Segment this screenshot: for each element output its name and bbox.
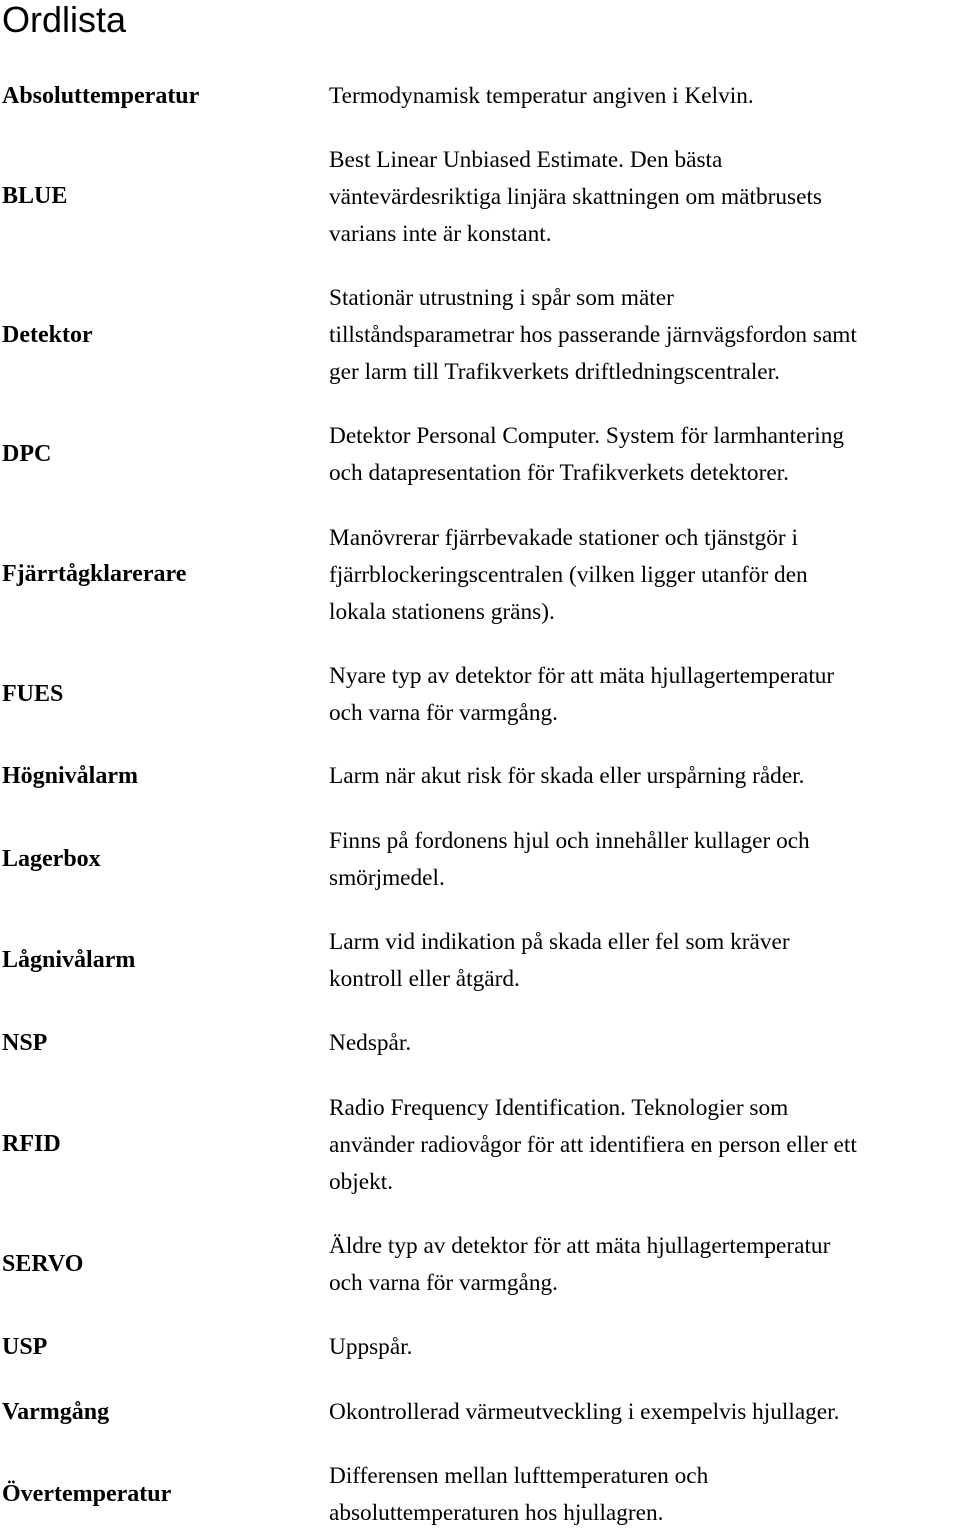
glossary-term: BLUE: [2, 183, 68, 209]
glossary-definition: [329, 1228, 959, 1302]
definition-line: Differensen mellan lufttemperaturen och: [329, 1463, 709, 1489]
definition-line: kontroll eller åtgärd.: [329, 965, 520, 992]
definition-line: Okontrollerad värmeutveckling i exempelvis hjullager.: [329, 1399, 840, 1425]
glossary-term: DPC: [2, 441, 52, 467]
glossary-term: FUES: [2, 681, 64, 707]
definition-line: Detektor Personal Computer. System för larmhantering: [329, 423, 845, 449]
glossary-term: RFID: [2, 1131, 61, 1157]
glossary-term: USP: [2, 1334, 48, 1360]
definition-line: Finns på fordonens hjul och innehåller kullager och: [329, 828, 810, 854]
definition-line: väntevärdesriktiga linjära skattningen om mätbrusets: [329, 183, 822, 210]
glossary-term: NSP: [2, 1030, 48, 1056]
definition-line: absoluttemperaturen hos hjullagren.: [329, 1499, 664, 1526]
glossary-term: Övertemperatur: [2, 1481, 172, 1507]
glossary-definition: [329, 418, 959, 492]
definition-line: Nedspår.: [329, 1030, 412, 1056]
glossary-definition: [329, 280, 959, 390]
glossary-definition: [329, 924, 959, 998]
glossary-term: Lagerbox: [2, 846, 101, 872]
definition-line: Best Linear Unbiased Estimate. Den bästa: [329, 147, 723, 173]
definition-line: och varna för varmgång.: [329, 699, 558, 726]
definition-line: lokala stationens gräns).: [329, 598, 555, 625]
definition-line: smörjmedel.: [329, 864, 445, 891]
glossary-term: Högnivålarm: [2, 763, 138, 789]
definition-line: använder radiovågor för att identifiera en person eller ett: [329, 1131, 857, 1158]
definition-line: ger larm till Trafikverkets driftledningscentraler.: [329, 358, 780, 385]
glossary-term: Absoluttemperatur: [2, 83, 200, 109]
glossary-definition: [329, 1025, 959, 1062]
glossary-term: Varmgång: [2, 1399, 110, 1425]
definition-line: Termodynamisk temperatur angiven i Kelvin.: [329, 83, 754, 109]
glossary-definition: [329, 520, 959, 630]
definition-line: och varna för varmgång.: [329, 1269, 558, 1296]
definition-line: tillståndsparametrar hos passerande järnvägsfordon samt: [329, 321, 857, 348]
definition-line: fjärrblockeringscentralen (vilken ligger utanför den: [329, 561, 808, 588]
definition-line: Manövrerar fjärrbevakade stationer och tjänstgör i: [329, 525, 798, 551]
glossary-definition: [329, 658, 959, 732]
definition-line: objekt.: [329, 1168, 394, 1195]
glossary-definition: [329, 823, 959, 897]
definition-line: Radio Frequency Identification. Teknologier som: [329, 1095, 789, 1121]
glossary-definition: [329, 1329, 959, 1366]
definition-line: Stationär utrustning i spår som mäter: [329, 285, 674, 311]
glossary-definition: [329, 78, 959, 115]
glossary-definition: [329, 1394, 959, 1431]
glossary-term: Detektor: [2, 322, 93, 348]
definition-line: och datapresentation för Trafikverkets detektorer.: [329, 459, 789, 486]
definition-line: Nyare typ av detektor för att mäta hjullagertemperatur: [329, 663, 835, 689]
glossary-definition: [329, 1458, 959, 1532]
definition-line: Larm när akut risk för skada eller urspårning råder.: [329, 763, 805, 789]
glossary-definition: [329, 1090, 959, 1200]
definition-line: Äldre typ av detektor för att mäta hjullagertemperatur: [329, 1233, 831, 1259]
glossary-term: Fjärrtågklarerare: [2, 561, 187, 587]
definition-line: varians inte är konstant.: [329, 220, 552, 247]
glossary-definition: [329, 142, 959, 252]
glossary-term: Lågnivålarm: [2, 947, 136, 973]
glossary-definition: [329, 758, 959, 795]
definition-line: Larm vid indikation på skada eller fel som kräver: [329, 929, 790, 955]
definition-line: Uppspår.: [329, 1334, 413, 1360]
page-title: Ordlista: [2, 0, 127, 40]
glossary-term: SERVO: [2, 1251, 84, 1277]
